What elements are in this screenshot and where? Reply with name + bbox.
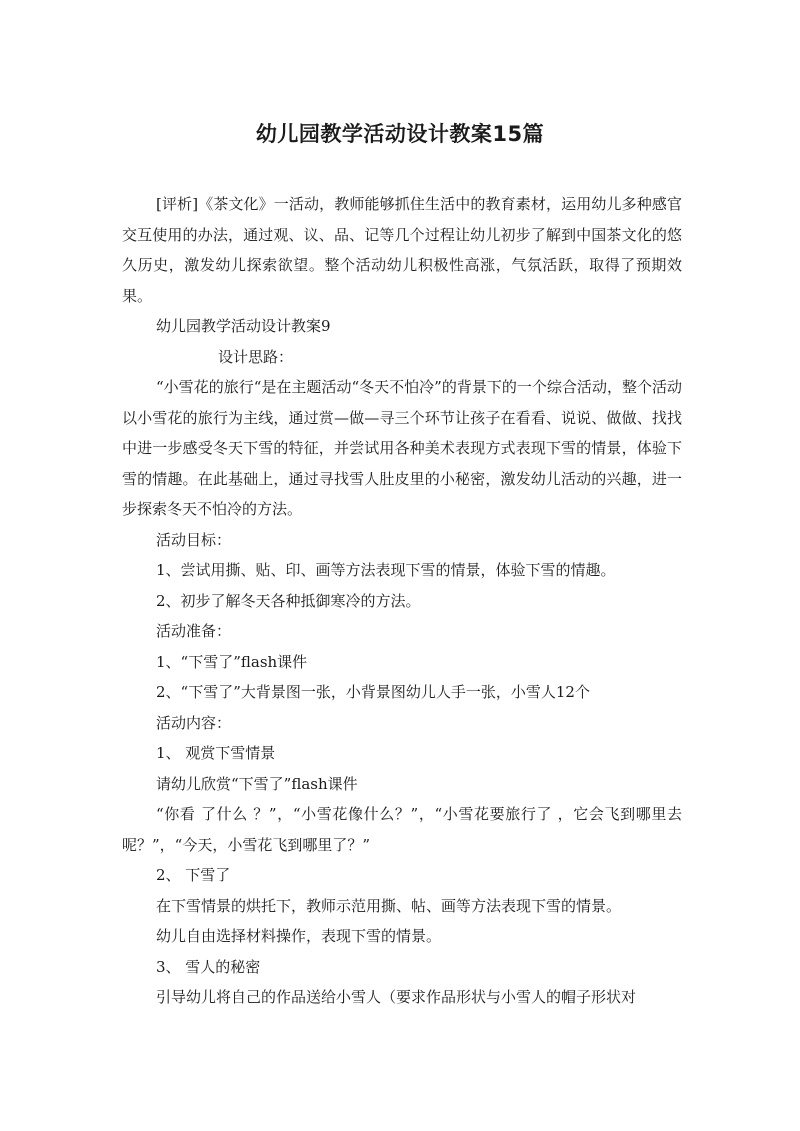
design-paragraph: “小雪花的旅行“是在主题活动“冬天不怕冷”的背景下的一个综合活动，整个活动以小雪花的旅行为主线，通过赏—做—寻三个环节让孩子在看看、说说、做做、找找中进一步感受冬天下雪的特征，并尝试用各种美术表现方式表现下雪的情景，体验下雪的情趣。在此基础上，通过寻找雪人肚皮里的小秘密，激发幼儿活动的兴趣，进一步探索冬天不怕冷的方法。 <box>122 378 682 518</box>
step-1-line-b: “你看 了什么 ？”，“小雪花像什么？”，“小雪花要旅行了 ，它会飞到哪里去呢？”，“今天，小雪花飞到哪里了？” <box>122 805 682 854</box>
prep-item-1: 1、“下雪了”flash课件 <box>156 652 308 671</box>
document-body <box>122 189 682 1013</box>
plan9-heading: 幼儿园教学活动设计教案9 <box>156 317 331 335</box>
content-heading: 活动内容： <box>156 713 232 732</box>
goals-heading: 活动目标： <box>156 530 232 549</box>
step-2-line-b: 幼儿自由选择材料操作，表现下雪的情景。 <box>156 927 442 945</box>
step-1-line-a: 请幼儿欣赏“下雪了”flash课件 <box>156 774 358 793</box>
document-title: 幼儿园教学活动设计教案15篇 <box>255 122 545 146</box>
goal-item-2: 2、初步了解冬天各种抵御寒冷的方法。 <box>156 591 421 610</box>
step-2-heading: 2、 下雪了 <box>156 866 231 884</box>
prep-heading: 活动准备： <box>156 622 232 640</box>
step-3-heading: 3、 雪人的秘密 <box>156 957 261 976</box>
step-2-line-a: 在下雪情景的烘托下，教师示范用撕、帖、画等方法表现下雪的情景。 <box>156 896 622 915</box>
review-paragraph: [评析]《茶文化》一活动，教师能够抓住生活中的教育素材，运用幼儿多种感官交互使用的办法，通过观、议、品、记等几个过程让幼儿初步了解到中国茶文化的悠久历史，激发幼儿探索欲望。整个活动幼儿积极性高涨，气氛活跃，取得了预期效果。 <box>122 195 682 305</box>
goal-item-1: 1、尝试用撕、贴、印、画等方法表现下雪的情景，体验下雪的情趣。 <box>156 561 616 579</box>
step-3-line-a: 引导幼儿将自己的作品送给小雪人（要求作品形状与小雪人的帽子形状对 <box>156 988 637 1006</box>
step-1-heading: 1、 观赏下雪情景 <box>156 744 276 762</box>
prep-item-2: 2、“下雪了”大背景图一张，小背景图幼儿人手一张，小雪人12个 <box>156 683 590 701</box>
design-heading: 设计思路： <box>218 347 294 366</box>
